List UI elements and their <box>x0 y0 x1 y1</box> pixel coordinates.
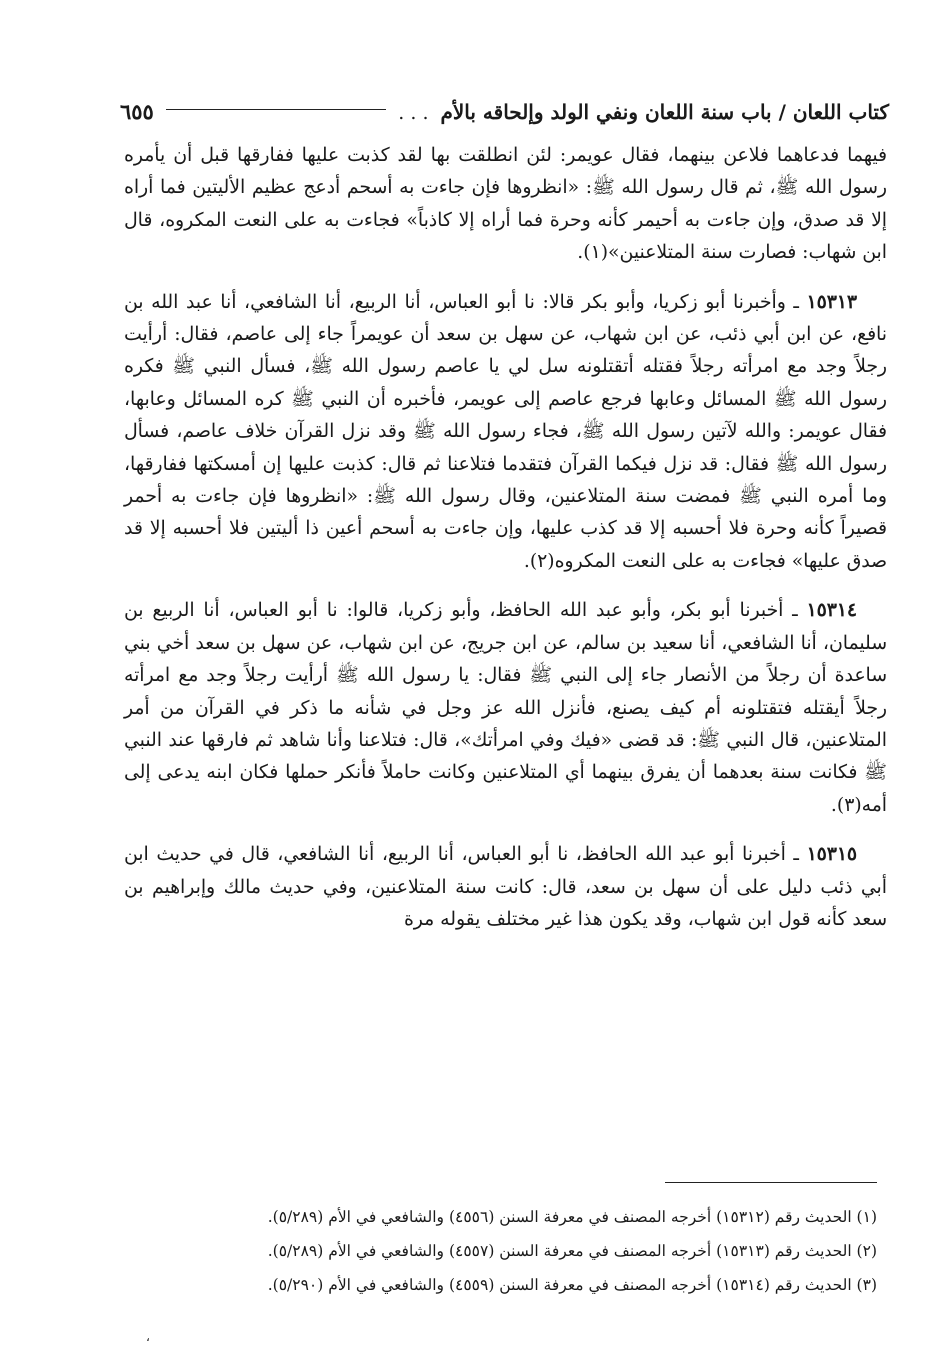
footnotes <box>120 1200 877 1302</box>
footnote-1: (١) الحديث رقم (١٥٣١٢) أخرجه المصنف في معرفة السنن (٤٥٥٦) والشافعي في الأم (٥/٢٨٩). <box>267 1208 877 1226</box>
paragraph-continuation <box>124 140 887 270</box>
page-number: ٦٥٥ <box>120 99 154 124</box>
paragraph-text: ـ وأخبرنا أبو زكريا، وأبو بكر قالا: نا أبو العباس، أنا الربيع، أنا الشافعي، أنا عبد الله بن نافع، عن ابن أبي ذئب، عن ابن شهاب، عن سهل بن سعد أن عويمراً جاء إلى عاصم، فقال: أرأيت رجلاً وجد مع امرأته رجلاً فقتله أتقتلونه سل لي يا عاصم رسول الله ﷺ، فسأل النبي ﷺ فكره رسول الله ﷺ المسائل وعابها فرجع عاصم إلى عويمر، فأخبره أن النبي ﷺ كره المسائل وعابها، فقال عويمر: والله لآتين رسول الله ﷺ، فجاء رسول الله ﷺ وقد نزل القرآن خلاف عاصم، فسأل رسول الله ﷺ فقال: قد نزل فيكما القرآن فتقدما فتلاعنا ثم قال: كذبت عليها إن أمسكتها ففارقها، وما أمره النبي ﷺ فمضت سنة المتلاعنين، وقال رسول الله ﷺ: «انظروها فإن جاءت به أحمر قصيراً كأنه وحرة فلا أحسبه إلا قد كذب عليها، وإن جاءت به أسحم أعين ذا أليتين فلا أحسبه إلا قد صدق عليها» فجاءت به على النعت المكروه(٢). <box>124 291 887 572</box>
hadith-15314 <box>124 594 887 822</box>
paragraph-text: فيهما فدعاهما فلاعن بينهما، فقال عويمر: لئن انطلقت بها لقد كذبت عليها ففارقها قبل أن يأمره رسول الله ﷺ، ثم قال رسول الله ﷺ: «انظروها فإن جاءت به أسحم أدعج عظيم الأليتين فما أراه إلا قد صدق، وإن جاءت به أحيمر كأنه وحرة فما أراه إلا كاذباً» فجاءت به على النعت المكروه، قال ابن شهاب: فصارت سنة المتلاعنين»(١). <box>124 145 887 264</box>
hadith-15315 <box>124 838 887 936</box>
hadith-number: ١٥٣١٥ <box>806 843 858 866</box>
paragraph-text: ـ أخبرنا أبو بكر، وأبو عبد الله الحافظ، وأبو زكريا، قالوا: نا أبو العباس، أنا الربيع بن سليمان، أنا الشافعي، أنا سعيد بن سالم، عن ابن جريج، عن ابن شهاب، عن سهل بن سعد أخي بني ساعدة أن رجلاً من الأنصار جاء إلى النبي ﷺ فقال: يا رسول الله ﷺ أرأيت رجلاً وجد مع امرأته رجلاً أيقتله فتقتلونه أم كيف يصنع، فأنزل الله عز وجل في شأنه ما ذكر في القرآن من أمر المتلاعنين، قال النبي ﷺ: قد قضى «فيك وفي امرأتك»، قال: فتلاعنا وأنا شاهد ثم فارقها عند النبي ﷺ فكانت سنة بعدهما أن يفرق بينهما أي المتلاعنين وكانت حاملاً فأنكر حملها فكان ابنه يدعى إلى أمه(٣). <box>124 600 887 816</box>
running-header <box>120 84 889 124</box>
footnote-2: (٢) الحديث رقم (١٥٣١٣) أخرجه المصنف في معرفة السنن (٤٥٥٧) والشافعي في الأم (٥/٢٨٩). <box>267 1242 877 1260</box>
stray-mark: ، <box>146 1330 150 1344</box>
header-rule <box>166 109 386 110</box>
title-ellipsis: . . . <box>398 102 429 124</box>
paragraph-text: ـ أخبرنا أبو عبد الله الحافظ، نا أبو العباس، أنا الربيع، أنا الشافعي، قال في حديث ابن أبي ذئب دليل على أن سهل بن سعد، قال: كانت سنة المتلاعنين، وفي حديث مالك وإبراهيم بن سعد كأنه قول ابن شهاب، وقد يكون هذا غير مختلف يقوله مرة <box>124 844 887 930</box>
hadith-15313 <box>124 286 887 579</box>
hadith-number: ١٥٣١٣ <box>806 290 857 313</box>
footnote-3: (٣) الحديث رقم (١٥٣١٤) أخرجه المصنف في معرفة السنن (٤٥٥٩) والشافعي في الأم (٥/٢٩٠). <box>267 1276 877 1294</box>
footnote-rule <box>665 1182 877 1183</box>
main-text <box>124 140 887 952</box>
hadith-number: ١٥٣١٤ <box>806 599 857 622</box>
running-title: كتاب اللعان / باب سنة اللعان ونفي الولد وإلحاقه بالأم <box>440 100 889 124</box>
